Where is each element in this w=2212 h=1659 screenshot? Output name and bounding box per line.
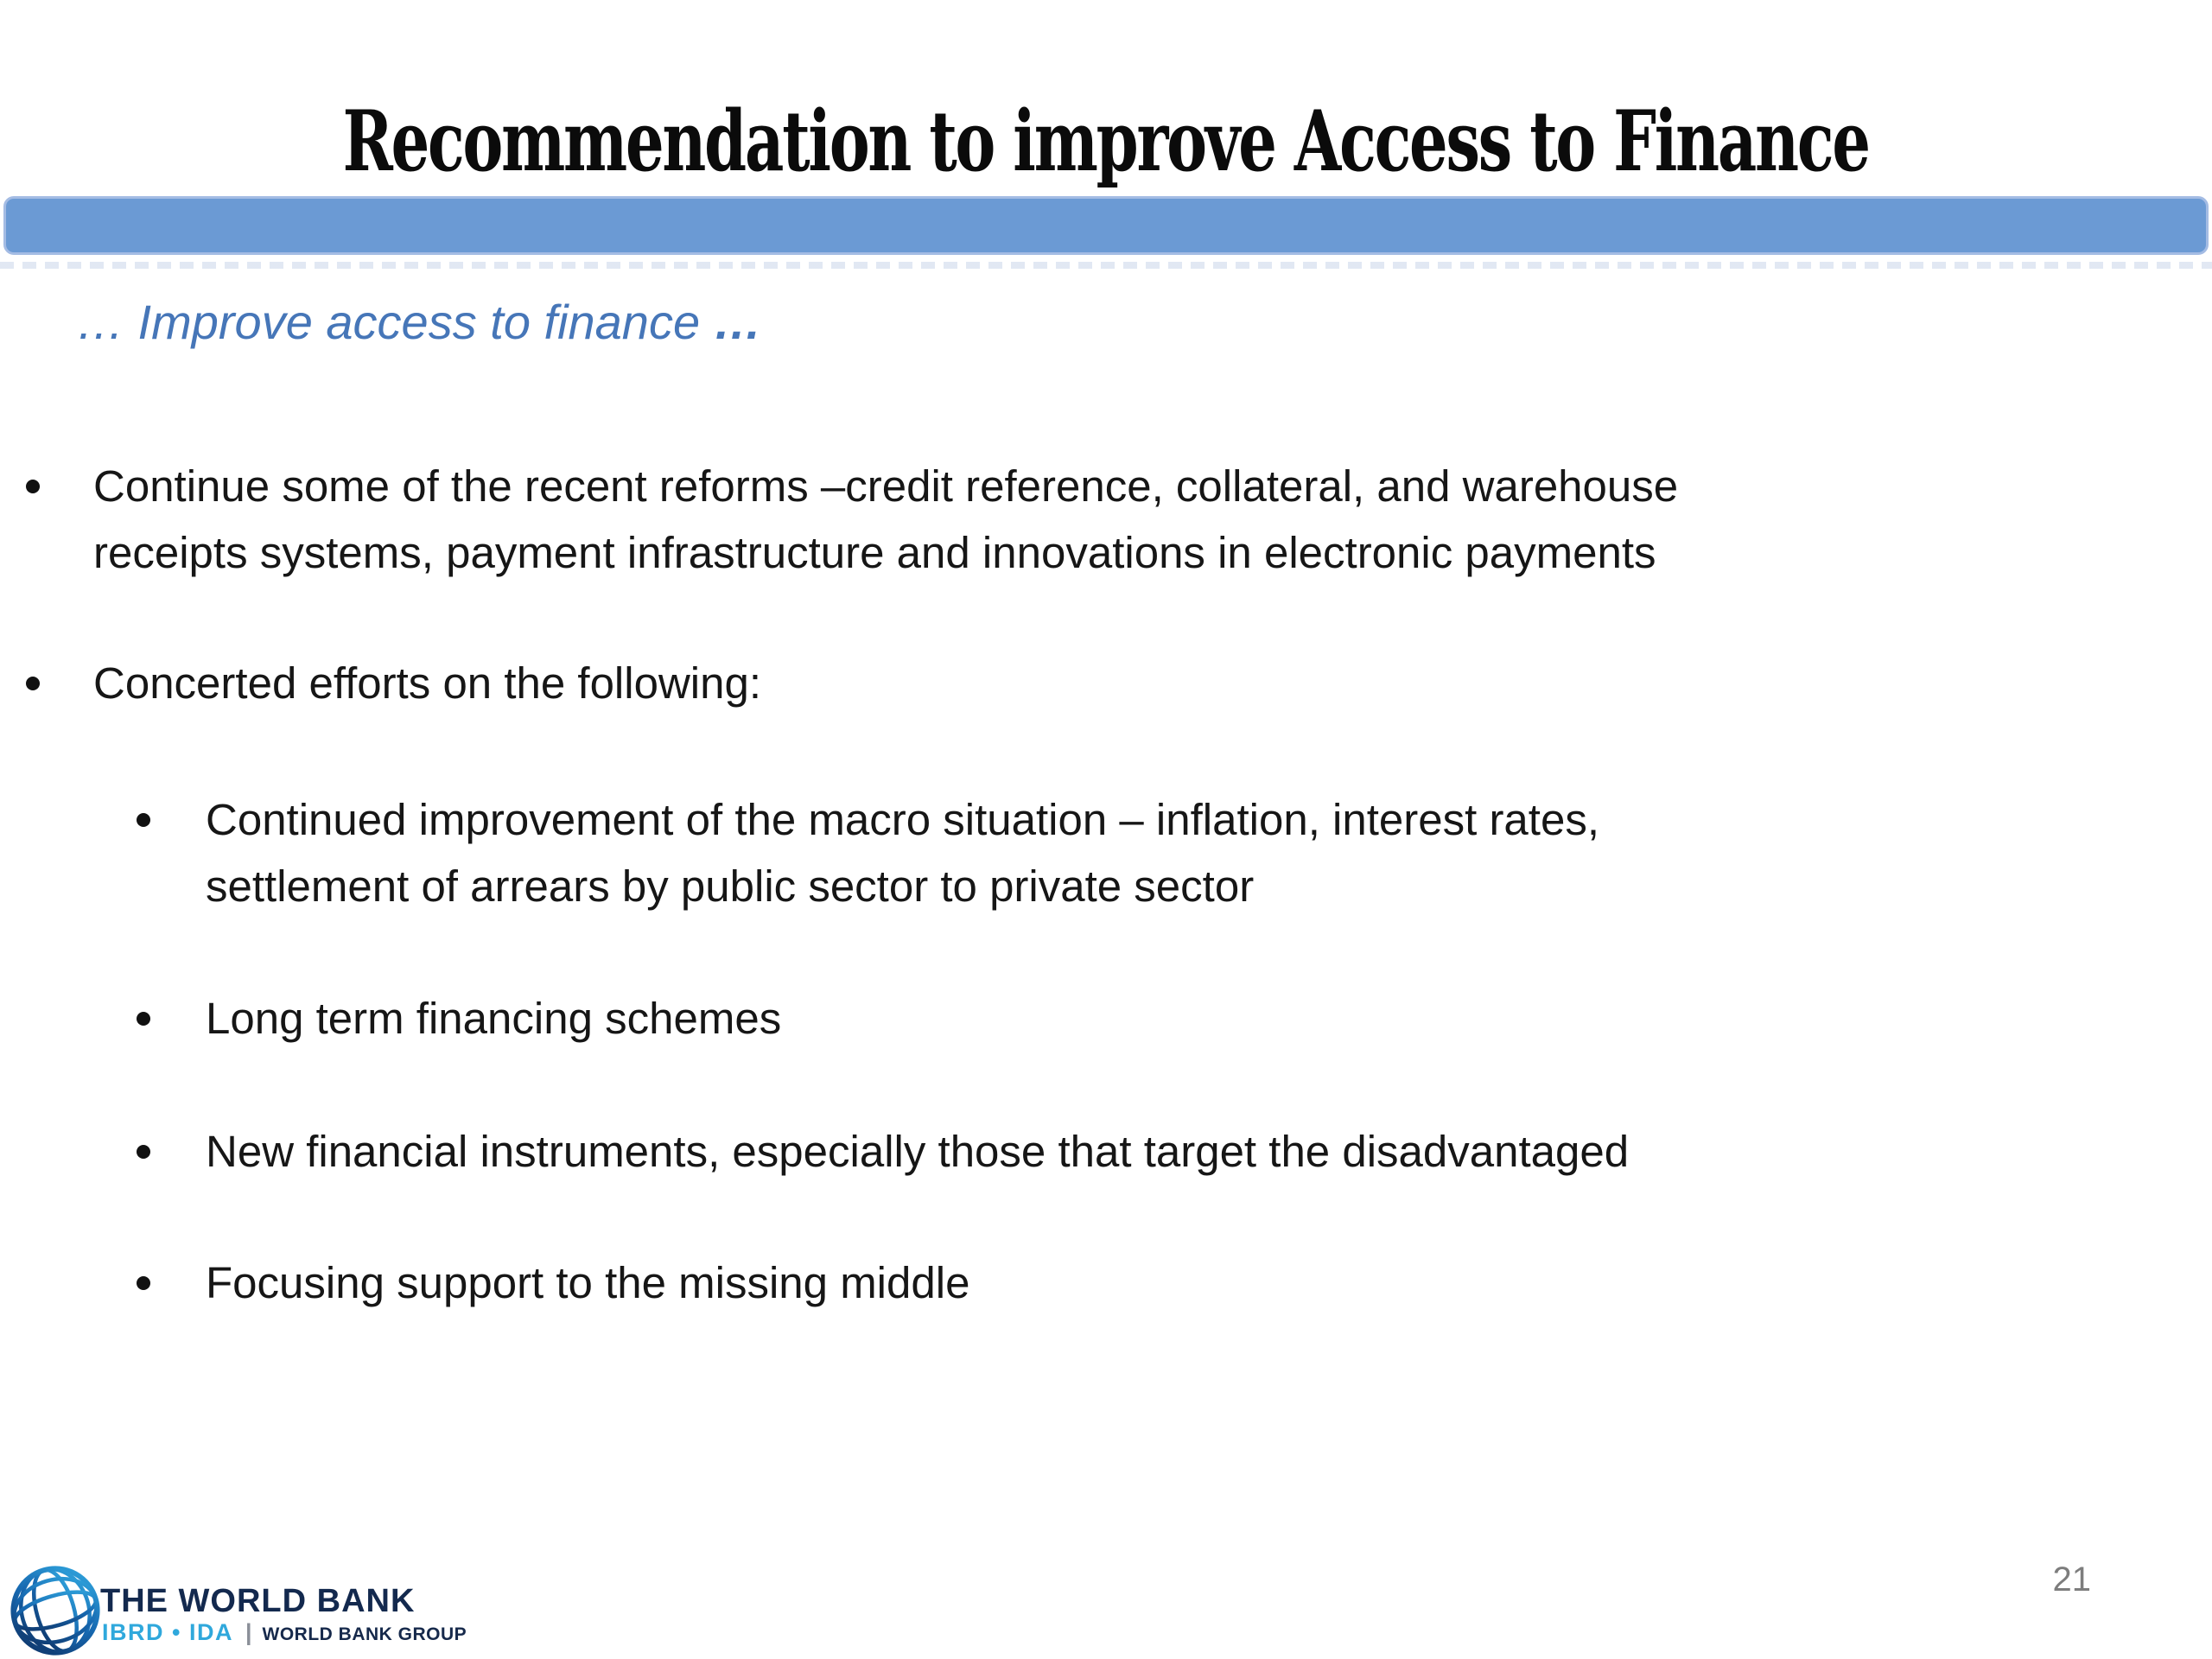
sub-bullet-item — [137, 985, 781, 1052]
sub-bullet-item — [137, 1249, 969, 1316]
bullet-text — [206, 985, 781, 1052]
bullet-text — [206, 1249, 969, 1316]
bullet-line: receipts systems, payment infrastructure and innovations in electronic payments — [93, 528, 1656, 577]
bullet-line: Concerted efforts on the following: — [93, 658, 762, 708]
bullet-icon — [137, 1012, 150, 1026]
subtitle-text: … Improve access to finance — [76, 295, 714, 349]
bullet-text — [93, 650, 761, 716]
bullet-text — [206, 786, 1599, 919]
bullet-text — [93, 453, 1678, 586]
world-bank-logo-subline — [102, 1619, 467, 1646]
bullet-line: Continued improvement of the macro situation – inflation, interest rates, — [206, 795, 1599, 844]
subtitle-ellipsis: … — [713, 295, 762, 349]
bullet-line: Long term financing schemes — [206, 994, 782, 1043]
bullet-line: Focusing support to the missing middle — [206, 1258, 970, 1307]
bullet-text — [206, 1118, 1629, 1185]
ibrd-ida-label: IBRD • IDA — [102, 1619, 233, 1645]
bullet-item — [26, 453, 1678, 586]
bullet-icon — [26, 480, 40, 493]
bullet-line: Continue some of the recent reforms –credit reference, collateral, and warehouse — [93, 461, 1679, 511]
accent-bar — [3, 196, 2209, 255]
bullet-icon — [137, 1276, 150, 1290]
sub-bullet-item — [137, 786, 1599, 919]
sub-bullet-item — [137, 1118, 1629, 1185]
bullet-item — [26, 650, 761, 716]
world-bank-group-label: WORLD BANK GROUP — [262, 1624, 467, 1644]
bullet-icon — [26, 677, 40, 690]
dotted-divider — [0, 262, 2212, 269]
logo-divider: | — [245, 1619, 252, 1645]
slide-title-area — [0, 90, 2212, 194]
page-number: 21 — [2052, 1560, 2091, 1599]
bullet-icon — [137, 813, 150, 827]
bullet-line: New financial instruments, especially those that target the disadvantaged — [206, 1127, 1630, 1176]
world-bank-logo-title: THE WORLD BANK — [100, 1583, 416, 1619]
bullet-icon — [137, 1145, 150, 1159]
world-bank-globe-icon — [9, 1564, 102, 1657]
slide-title: Recommendation to improve Access to Finance — [342, 92, 1870, 190]
bullet-line: settlement of arrears by public sector to private sector — [206, 861, 1255, 911]
subtitle — [76, 292, 762, 353]
